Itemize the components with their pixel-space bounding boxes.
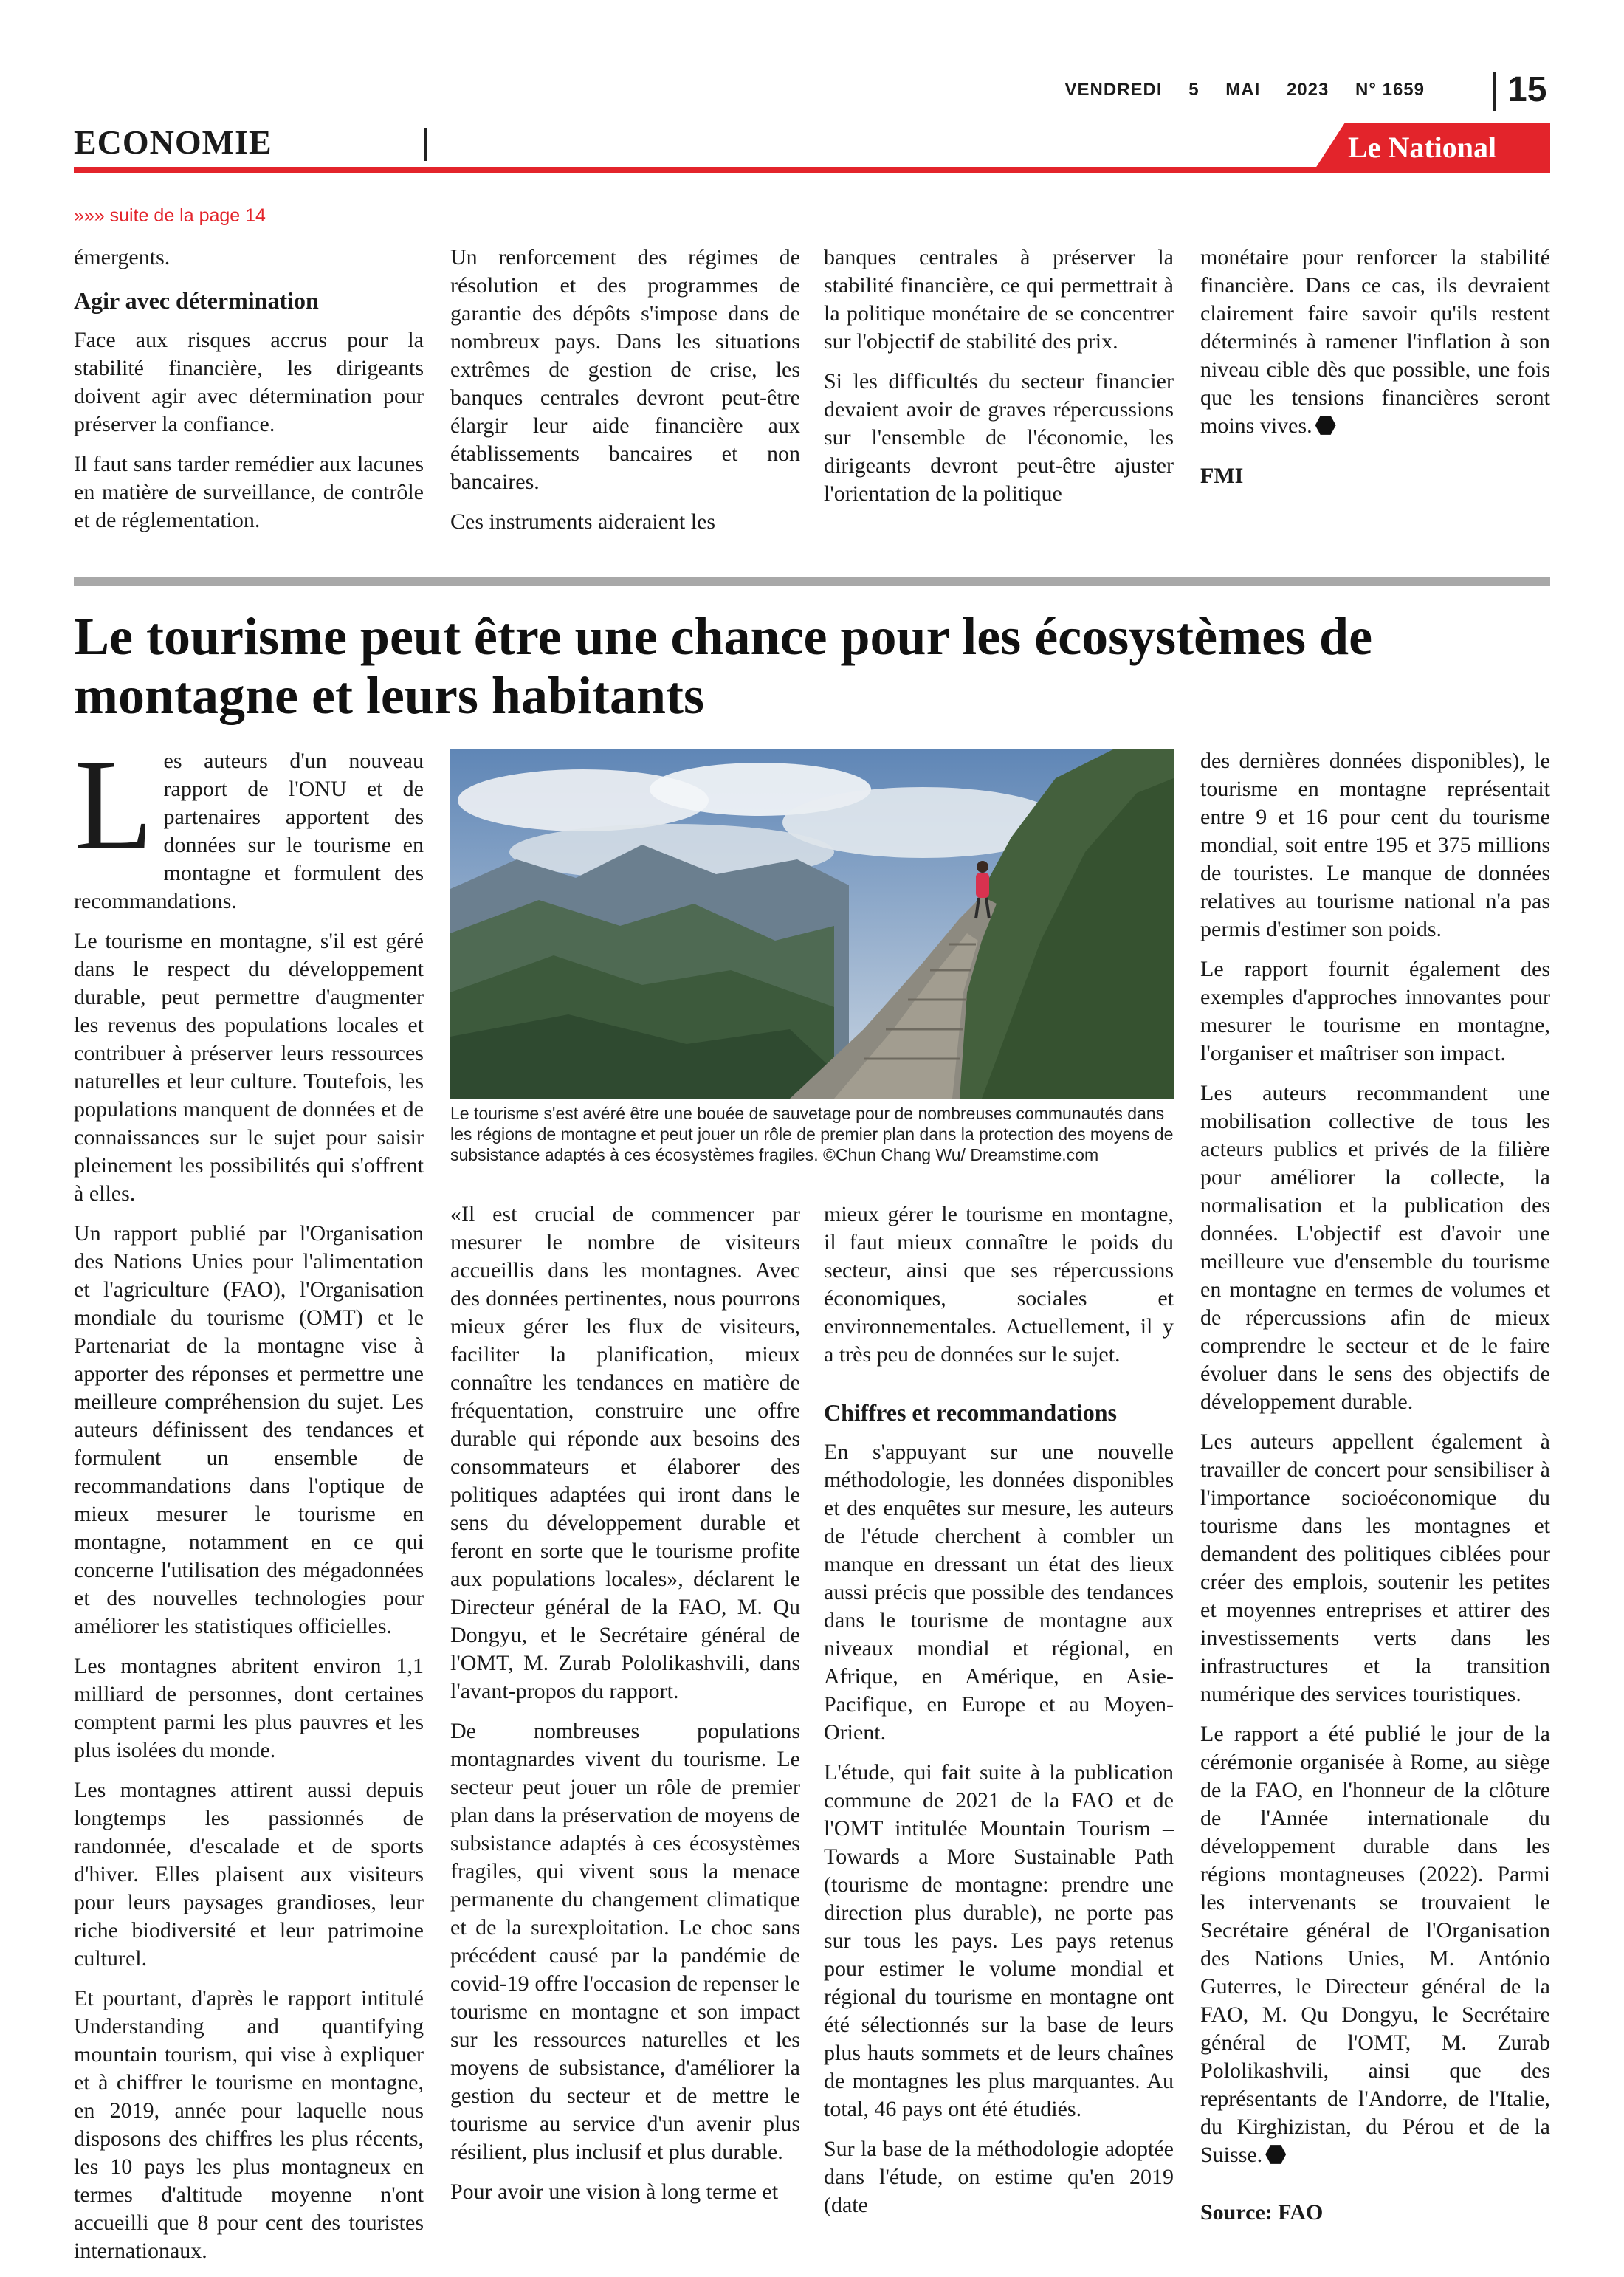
paragraph: Les montagnes attirent aussi depuis longtemps les passionnés de randonnée, d'escalade et de sports d'hiver. Elles plaisent aux visiteurs pour leurs paysages grandioses, leur riche biodiversité et leur patrimoine culturel. (74, 1778, 424, 1971)
paragraph: En s'appuyant sur une nouvelle méthodologie, les données disponibles et des enquêtes sur mesure, les auteurs de l'étude cherchent à combler un manque en dressant un état des lieux aussi précis que possible des tendances dans le tourisme de montagne aux niveaux mondial et régional, en Afrique, en Amérique, en Asie-Pacifique, en Europe et au Moyen-Orient. (824, 1440, 1174, 1745)
section-title: ECONOMIE (74, 123, 272, 161)
article-photo-mountain-trail (450, 749, 1174, 1099)
article-source: Source: FAO (1200, 2200, 1324, 2225)
paragraph: mieux gérer le tourisme en montagne, il faut mieux connaître le poids du secteur, ainsi que ses répercussions économiques, sociales et environnementales. Actuellement, il y a très peu de données sur le sujet. (824, 1202, 1174, 1367)
paragraph: De nombreuses populations montagnardes vivent du tourisme. Le secteur peut jouer un rôle de premier plan dans la préservation de moyens de subsistance adaptés à ces écosystèmes fragiles, qui vivent sous la menace permanente du changement climatique et de la surexploitation. Le choc sans précédent causé par la pandémie de covid-19 offre l'occasion de repenser le tourisme en montagne et son impact sur les ressources naturelles et les moyens de subsistance, d'améliorer la gestion du secteur et de mettre le tourisme au service d'un avenir plus résilient, plus inclusif et plus durable. (450, 1719, 800, 2164)
date-month: MAI (1225, 80, 1261, 100)
date-year: 2023 (1286, 80, 1329, 100)
paragraph: Le rapport fournit également des exemples d'approches innovantes pour mesurer le tourisme en montagne, l'organiser et maîtriser son impact. (1200, 957, 1550, 1065)
paragraph: Les montagnes abritent environ 1,1 milliard de personnes, dont certaines comptent parmi les plus pauvres et les plus isolées du monde. (74, 1654, 424, 1762)
date-day: VENDREDI (1064, 80, 1163, 100)
paragraph: Et pourtant, d'après le rapport intitulé Understanding and quantifying mountain tourism, qui vise à expliquer et à chiffrer le tourisme en montagne, en 2019, année pour laquelle nous disposons des chiffres les plus récents, les 10 pays les plus montagneux en termes d'altitude moyenne n'ont accueilli que 8 pour cent des touristes internationaux. (74, 1986, 424, 2263)
issue-number: N° 1659 (1355, 80, 1425, 100)
article-column-3 (824, 1201, 1174, 2231)
paragraph: des dernières données disponibles), le tourisme en montagne représentait entre 9 et 16 pour cent du tourisme mondial, soit entre 195 et 375 millions de touristes. Le manque de données relatives au tourisme national n'a pas permis d'estimer son poids. (1200, 749, 1550, 941)
paragraph: Un rapport publié par l'Organisation des Nations Unies pour l'alimentation et l'agriculture (FAO), l'Organisation mondiale du tourisme (OMT) et le Partenariat de la montagne vise à apporter des réponses et permettre une meilleure compréhension du sujet. Les auteurs définissent des tendances et formulent un ensemble de recommandations dans l'optique de mieux mesurer le tourisme en montagne, notamment en ce qui concerne l'utilisation des mégadonnées et des nouvelles technologies pour améliorer les statistiques officielles. (74, 1221, 424, 1638)
subheading: Agir avec détermination (74, 287, 319, 314)
prev-column-2 (450, 244, 800, 548)
lead-paragraph (74, 733, 424, 916)
paragraph: Les auteurs appellent également à travailler de concert pour sensibiliser à l'importance socioéconomique du tourisme dans les montagnes et demandent des politiques ciblées pour créer des emplois, soutenir les petites et moyennes entreprises et attirer des investissements verts dans les infrastructures et la transition numérique des services touristiques. (1200, 1429, 1550, 1706)
paragraph: Pour avoir une vision à long terme et (450, 2180, 779, 2204)
paragraph: «Il est crucial de commencer par mesurer le nombre de visiteurs accueillis dans les montagnes. Avec des données pertinentes, nous pourrons mieux gérer les flux de visiteurs, faciliter la planification, mieux connaître les tendances en matière de fréquentation, construire une offre durable qui réponde aux besoins des consommateurs et élaborer des politiques adaptées qui iront dans le sens du développement durable et feront en sorte que le tourisme profite aux populations locales», déclarent le Directeur général de la FAO, M. Qu Dongyu, et le Secrétaire général de l'OMT, M. Zurab Pololikashvili, dans l'avant-propos du rapport. (450, 1202, 800, 1703)
page-number: 15 (1507, 70, 1547, 109)
paragraph: Le tourisme en montagne, s'il est géré dans le respect du développement durable, peut permettre d'augmenter les revenus des populations locales et contribuer à préserver leurs ressources naturelles et leur culture. Toutefois, les populations manquent de données et de connaissances sur le sujet pour saisir pleinement les possibilités qui s'offrent à elles. (74, 929, 424, 1206)
subheading: Chiffres et recommandations (824, 1399, 1117, 1426)
paragraph: émergents. (74, 245, 171, 269)
end-of-article-icon (1265, 2144, 1286, 2165)
paragraph: Il faut sans tarder remédier aux lacunes en matière de surveillance, de contrôle et de réglementation. (74, 452, 424, 532)
paragraph: L'étude, qui fait suite à la publication commune de 2021 de la FAO et de l'OMT intitulée Mountain Tourism – Towards a More Sustainable Path (tourisme de montagne: prendre une direction plus durable), ne porte pas sur tous les pays. Les pays retenus pour estimer le volume mondial et régional du tourisme en montagne ont été sélectionnés sur la base de leurs plus hauts sommets et de leurs chaînes de montagnes les plus marquantes. Au total, 46 pays ont été étudiés. (824, 1760, 1174, 2121)
article-column-2 (450, 1201, 800, 2218)
paragraph: Les auteurs recommandent une mobilisation collective de tous les acteurs publics et privés de la filière pour améliorer la collecte, la normalisation et la publication des données. L'objectif est d'avoir une meilleure vue d'ensemble du tourisme en montagne en termes de volumes et de répercussions afin de mieux comprendre le secteur et de le faire évoluer dans le sens des objectifs de développement durable. (1200, 1081, 1550, 1414)
photo-caption: Le tourisme s'est avéré être une bouée de sauvetage pour de nombreuses communautés dans les régions de montagne et peut jouer un rôle de premier plan dans la protection des moyens de subsistance adaptés à ces écosystèmes fragiles. ©Chun Chang Wu/ Dreamstime.com (450, 1104, 1174, 1164)
continued-from-link[interactable]: »»» suite de la page 14 (74, 205, 266, 226)
paragraph: Sur la base de la méthodologie adoptée dans l'étude, on estime qu'en 2019 (date (824, 2137, 1174, 2217)
paragraph: banques centrales à préserver la stabilité financière, ce qui permettrait à la politique monétaire de se concentrer sur l'objectif de stabilité des prix. (824, 245, 1174, 354)
paragraph-text: monétaire pour renforcer la stabilité financière. Dans ce cas, ils devraient clairement faire savoir qu'ils restent déterminés à ramener l'inflation à son niveau cible dès que possible, une fois que les tensions financières seront moins vives. (1200, 245, 1550, 438)
mountain-trail-illustration (450, 749, 1174, 1099)
drop-cap: L (74, 733, 154, 877)
paragraph-text: Le rapport a été publié le jour de la cérémonie organisée à Rome, au siège de la FAO, en l'honneur de la clôture de l'Année internationale du développement durable dans les régions montagneuses (2022). Parmi les intervenants se trouvaient le Secrétaire général de l'Organisation des Nations Unies, M. António Guterres, le Directeur général de la FAO, M. Qu Dongyu, le Secrétaire général de l'OMT, M. Zurab Pololikashvili, ainsi que des représentants de l'Andorre, de l'Italie, du Kirghizistan, du Pérou et de la Suisse. (1200, 1722, 1550, 2167)
header-rule (74, 167, 1550, 173)
paragraph: Face aux risques accrus pour la stabilité financière, les dirigeants doivent agir avec détermination pour préserver la confiance. (74, 328, 424, 436)
paragraph: Ces instruments aideraient les (450, 509, 716, 534)
brand-name: Le National (1348, 131, 1497, 164)
end-of-article-icon (1315, 415, 1336, 436)
paragraph (1200, 244, 1550, 440)
paragraph (1200, 1720, 1550, 2169)
article-headline: Le tourisme peut être une chance pour les écosystèmes de montagne et leurs habitants (74, 607, 1373, 725)
article-separator (74, 577, 1550, 586)
section-divider (424, 128, 427, 161)
article-column-4 (1200, 747, 1550, 2239)
article-signature: FMI (1200, 464, 1244, 488)
date-line (1045, 80, 1425, 100)
prev-column-3 (824, 244, 1174, 520)
paragraph: Si les difficultés du secteur financier devaient avoir de graves répercussions sur l'ensemble de l'économie, les dirigeants devront peut-être ajuster l'orientation de la politique (824, 369, 1174, 506)
paragraph: Un renforcement des régimes de résolution et des programmes de garantie des dépôts s'impose dans de nombreux pays. Dans les situations extrêmes de gestion de crise, les banques centrales devront peut-être élargir leur aide financière aux établissements bancaires et non bancaires. (450, 245, 800, 494)
article-column-1 (74, 733, 424, 2277)
page-number-divider (1493, 72, 1496, 111)
prev-column-4 (1200, 244, 1550, 502)
lead-text: es auteurs d'un nouveau rapport de l'ONU et de partenaires apportent des données sur le tourisme en montagne et formulent des recommandations. (74, 749, 424, 913)
prev-column-1 (74, 244, 424, 546)
date-number: 5 (1188, 80, 1200, 100)
